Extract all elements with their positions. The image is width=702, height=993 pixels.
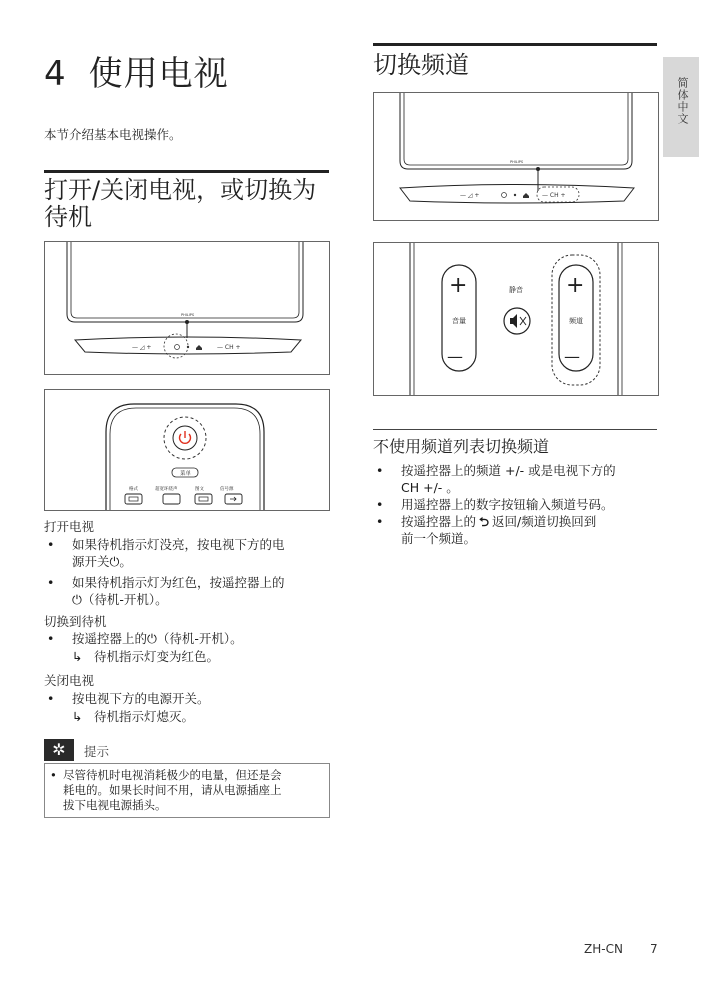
standby-item-before: 按遥控器上的 <box>72 631 148 646</box>
channel-plus-label: + <box>566 273 585 298</box>
tip-label: 提示 <box>84 744 110 759</box>
channel-item3-before: 按遥控器上的 <box>401 514 477 529</box>
volume-minus-label: — <box>447 347 463 366</box>
channel-list <box>373 462 663 547</box>
list-item <box>373 513 663 547</box>
turn-on-heading: 打开电视 <box>44 519 95 534</box>
bullet: • <box>47 691 55 706</box>
tv-panel-left-label: — ◿ + <box>132 344 152 351</box>
chapter-intro: 本节介绍基本电视操作。 <box>44 127 182 142</box>
remote-label-surround: 超宽环绕声 <box>155 487 178 492</box>
list-item <box>44 630 334 647</box>
bullet: • <box>47 575 55 590</box>
power-icon: ⏻ <box>72 592 82 607</box>
turn-on-item2-line2: （待机-开机）。 <box>81 592 168 607</box>
tv-panel-right-label: — CH + <box>217 344 241 351</box>
bullet: • <box>376 514 384 529</box>
remote-power-figure <box>44 389 330 511</box>
turn-off-result <box>44 708 194 725</box>
turn-on-list <box>44 536 334 608</box>
panel-closeup-figure <box>373 242 659 396</box>
remote-label-teletext: 图文 <box>195 487 204 492</box>
tip-line1: 尽管待机时电视消耗极少的电量，但还是会 <box>63 768 282 782</box>
tv-panel-left-label: — ◿ + <box>460 192 480 199</box>
list-item <box>44 574 334 608</box>
remote-illustration <box>45 390 329 510</box>
chapter-title-text: 使用电视 <box>88 54 229 94</box>
turn-on-item1-line1: 如果待机指示灯没亮，按电视下方的电 <box>72 537 285 552</box>
section-channel-title: 切换频道 <box>373 51 469 79</box>
section-power-title-line1: 打开/关闭电视，或切换为 <box>44 176 317 204</box>
standby-result <box>44 648 219 665</box>
tip-box <box>44 763 330 818</box>
turn-on-item1-line2-after: 。 <box>119 554 132 569</box>
tip-line3: 拔下电视电源插头。 <box>63 798 167 812</box>
subsection-rule <box>373 429 657 430</box>
result-arrow-icon: ↳ <box>72 709 83 724</box>
list-item <box>44 536 334 570</box>
channel-item3-line2: 前一个频道。 <box>401 531 477 546</box>
turn-off-heading: 关闭电视 <box>44 673 95 688</box>
section-rule <box>373 43 657 46</box>
remote-label-format: 格式 <box>129 487 138 492</box>
tip-icon: ✲ <box>44 739 74 761</box>
channel-minus-label: — <box>564 347 580 366</box>
standby-item-after: （待机-开机）。 <box>156 631 243 646</box>
channel-item2-line1: 用遥控器上的数字按钮输入频道号码。 <box>401 497 614 512</box>
section-rule <box>44 170 329 173</box>
channel-label: 频道 <box>569 317 583 325</box>
tv-channel-figure <box>373 92 659 221</box>
tv-channel-illustration <box>374 93 658 220</box>
tv-power-figure <box>44 241 330 375</box>
turn-off-list <box>44 690 334 707</box>
tv-power-illustration <box>45 242 329 374</box>
bullet: • <box>376 497 384 512</box>
channel-item3-after: 返回/频道切换回到 <box>492 514 597 529</box>
power-icon: ⏻ <box>109 554 120 569</box>
footer-page-number: 7 <box>650 942 658 956</box>
bullet: • <box>50 768 57 782</box>
mute-label: 静音 <box>509 286 523 294</box>
result-arrow-icon: ↳ <box>72 649 83 664</box>
turn-on-item1-line2: 源开关 <box>72 554 110 569</box>
tv-panel-right-label: — CH + <box>542 192 566 199</box>
back-icon: ⮌ <box>479 514 490 529</box>
turn-on-item2-line1: 如果待机指示灯为红色，按遥控器上的 <box>72 575 285 590</box>
tip-line2: 耗电的。如果长时间不用，请从电源插座上 <box>63 783 282 797</box>
bullet: • <box>47 631 55 646</box>
volume-plus-label: + <box>449 273 468 298</box>
footer-language: ZH-CN <box>584 942 623 956</box>
list-item <box>44 690 334 707</box>
bullet: • <box>47 537 55 552</box>
standby-list <box>44 630 334 647</box>
list-item <box>373 496 663 513</box>
tv-brand-label: PHILIPS <box>181 313 195 317</box>
list-item <box>373 462 663 496</box>
volume-label: 音量 <box>452 317 466 325</box>
standby-heading: 切换到待机 <box>44 614 107 629</box>
tv-brand-label: PHILIPS <box>510 160 524 164</box>
channel-item1-line1: 按遥控器上的频道 +/- 或是电视下方的 <box>401 463 616 478</box>
panel-closeup-illustration <box>374 243 658 395</box>
language-side-tab <box>663 57 699 157</box>
remote-label-source: 信号源 <box>220 487 234 492</box>
section-power-title <box>44 177 316 231</box>
remote-menu-label: 菜单 <box>180 471 192 477</box>
chapter-title <box>44 46 229 95</box>
turn-off-item: 按电视下方的电源开关。 <box>72 691 210 706</box>
chapter-number: 4 <box>44 54 67 94</box>
section-power-title-line2: 待机 <box>44 203 92 231</box>
standby-result-text: 待机指示灯变为红色。 <box>94 649 220 664</box>
power-icon: ⏻ <box>147 631 157 646</box>
bullet: • <box>376 463 384 478</box>
language-side-tab-label: 简体中文 <box>676 77 689 125</box>
channel-item1-line2: CH +/- 。 <box>401 480 459 495</box>
subsection-title: 不使用频道列表切换频道 <box>373 437 550 456</box>
turn-off-result-text: 待机指示灯熄灭。 <box>94 709 195 724</box>
